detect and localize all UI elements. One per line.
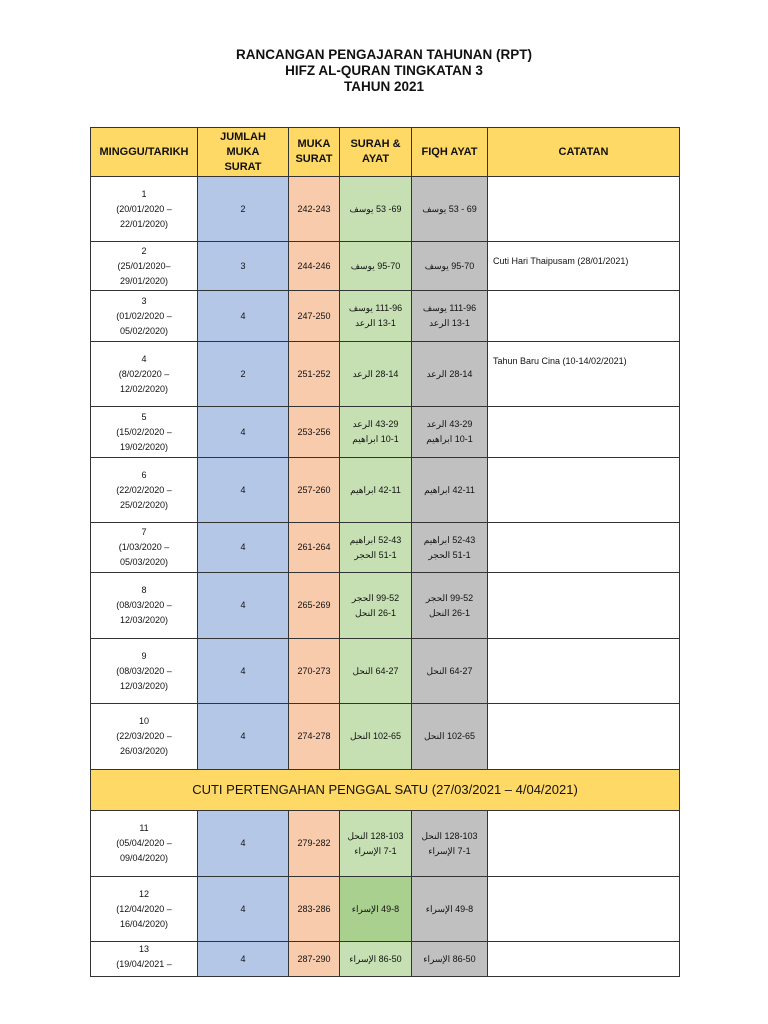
cell-minggu-line: (22/02/2020 – [116, 484, 172, 495]
cell-surah-line: 99-52 الحجر [351, 592, 400, 603]
cell-muka-surat: 274-278 [289, 704, 340, 770]
cell-surah-line: 13-1 الرعد [355, 318, 396, 328]
cell-fiqh-line: 64-27 النحل [426, 665, 473, 676]
cell-muka-surat: 253-256 [289, 407, 340, 458]
table-row [91, 523, 680, 573]
cell-fiqh-ayat [412, 639, 488, 704]
cell-surah-line: 26-1 النحل [354, 607, 397, 618]
cell-minggu-line: (1/03/2020 – [118, 542, 170, 552]
cell-jumlah: 2 [198, 342, 289, 407]
table-row [91, 942, 680, 977]
table-break [91, 770, 680, 811]
cell-fiqh-ayat [412, 291, 488, 342]
cell-fiqh-line: 13-1 الرعد [429, 318, 470, 328]
cell-jumlah: 4 [198, 573, 289, 639]
cell-minggu-tarikh [91, 811, 198, 877]
cell-catatan [488, 704, 680, 770]
cell-surah-line: 28-14 الرعد [352, 368, 399, 379]
cell-minggu-line: 22/01/2020) [119, 218, 169, 229]
cell-minggu-line: (08/03/2020 – [116, 665, 172, 676]
cell-jumlah: 2 [198, 177, 289, 242]
cell-muka-surat: 244-246 [289, 242, 340, 291]
rpt-table [90, 127, 680, 977]
table-header-row [91, 128, 680, 177]
cell-minggu-line: 25/02/2020) [119, 499, 169, 510]
table-row [91, 573, 680, 639]
cell-minggu-line: 19/02/2020) [119, 441, 169, 452]
cell-minggu-line: (12/04/2020 – [116, 903, 172, 914]
cell-jumlah: 4 [198, 639, 289, 704]
cell-muka-surat: 242-243 [289, 177, 340, 242]
cell-fiqh-line: 128-103 النحل [421, 830, 478, 841]
cell-surah-ayat [340, 704, 412, 770]
cell-surah-ayat [340, 242, 412, 291]
cell-fiqh-line: 86-50 الإسراء [423, 953, 476, 964]
cell-minggu-line: 5 [141, 411, 147, 422]
cell-surah-ayat [340, 877, 412, 942]
cell-catatan [488, 458, 680, 523]
cell-catatan [488, 811, 680, 877]
cell-catatan [488, 573, 680, 639]
cell-minggu-line: 09/04/2020) [119, 853, 169, 863]
cell-minggu-tarikh [91, 573, 198, 639]
header-muka-line: MUKA [297, 138, 331, 150]
cell-minggu-tarikh [91, 523, 198, 573]
cell-minggu-line: 4 [141, 353, 147, 364]
cell-minggu-line: 11 [139, 823, 149, 833]
cell-minggu-line: 05/02/2020) [119, 325, 169, 336]
cell-catatan [488, 523, 680, 573]
cell-minggu-line: 1 [141, 188, 147, 199]
cell-minggu-tarikh [91, 639, 198, 704]
document-title: RANCANGAN PENGAJARAN TAHUNAN (RPT) [236, 47, 532, 62]
cell-minggu-line: 05/03/2020) [119, 557, 169, 567]
cell-surah-line: 64-27 النحل [352, 665, 399, 676]
cell-fiqh-ayat [412, 704, 488, 770]
header-muka-line: SURAT [295, 153, 333, 165]
table-row [91, 177, 680, 242]
cell-catatan [488, 177, 680, 242]
table-body-term-1 [91, 177, 680, 770]
cell-minggu-tarikh [91, 242, 198, 291]
cell-surah-line: 10-1 ابراهيم [352, 434, 399, 444]
cell-surah-ayat [340, 291, 412, 342]
cell-catatan [488, 942, 680, 977]
cell-jumlah: 4 [198, 877, 289, 942]
table-row [91, 407, 680, 458]
cell-minggu-line: 12/03/2020) [119, 615, 169, 625]
header-jumlah-line: SURAT [224, 160, 262, 173]
cell-jumlah: 4 [198, 704, 289, 770]
cell-minggu-tarikh [91, 877, 198, 942]
header-jumlah-line: MUKA [226, 145, 260, 158]
cell-surah-ayat [340, 523, 412, 573]
header-jumlah-line: JUMLAH [220, 130, 266, 143]
cell-jumlah: 4 [198, 407, 289, 458]
table-row [91, 639, 680, 704]
cell-muka-surat: 283-286 [289, 877, 340, 942]
break-row [91, 770, 680, 811]
cell-minggu-line: (25/01/2020– [117, 260, 171, 271]
cell-jumlah: 4 [198, 811, 289, 877]
cell-minggu-line: (05/04/2020 – [116, 838, 172, 848]
break-row-label: CUTI PERTENGAHAN PENGGAL SATU (27/03/2021 – 4/04/2021) [91, 770, 680, 811]
cell-fiqh-ayat [412, 342, 488, 407]
cell-surah-ayat [340, 407, 412, 458]
cell-catatan: Cuti Hari Thaipusam (28/01/2021) [488, 242, 680, 291]
cell-fiqh-ayat [412, 877, 488, 942]
cell-surah-line: 7-1 الإسراء [354, 845, 397, 856]
cell-surah-line: 102-65 النحل [349, 731, 402, 741]
table-row [91, 877, 680, 942]
cell-catatan [488, 877, 680, 942]
cell-jumlah: 4 [198, 291, 289, 342]
cell-minggu-line: 6 [141, 469, 147, 480]
cell-minggu-tarikh [91, 704, 198, 770]
cell-minggu-line: 16/04/2020) [119, 918, 169, 929]
cell-jumlah: 4 [198, 523, 289, 573]
table-body-term-2 [91, 811, 680, 977]
cell-surah-line: 42-11 ابراهيم [350, 484, 401, 495]
header-surah-ayat [340, 128, 412, 177]
cell-jumlah: 3 [198, 242, 289, 291]
cell-muka-surat: 279-282 [289, 811, 340, 877]
cell-surah-line: 49-8 الإسراء [351, 903, 400, 914]
cell-fiqh-line: 43-29 الرعد [426, 419, 473, 429]
header-surah-line: AYAT [361, 153, 390, 165]
cell-minggu-line: (19/04/2021 – [116, 959, 172, 969]
cell-minggu-line: (22/03/2020 – [116, 731, 172, 741]
table-row [91, 342, 680, 407]
cell-minggu-line: 10 [138, 716, 149, 726]
cell-fiqh-line: 52-43 ابراهيم [423, 534, 476, 545]
cell-jumlah: 4 [198, 458, 289, 523]
cell-minggu-line: 8 [141, 585, 147, 595]
cell-surah-ayat [340, 342, 412, 407]
cell-muka-surat: 270-273 [289, 639, 340, 704]
cell-surah-line: 111-96 يوسف [348, 303, 403, 313]
cell-minggu-line: (08/03/2020 – [116, 600, 172, 610]
table-row [91, 458, 680, 523]
cell-fiqh-line: 49-8 الإسراء [425, 903, 474, 914]
cell-fiqh-line: 99-52 الحجر [425, 592, 474, 603]
cell-surah-line: 69- 53 يوسف [349, 203, 402, 214]
cell-fiqh-ayat [412, 942, 488, 977]
cell-minggu-tarikh [91, 458, 198, 523]
table-row [91, 291, 680, 342]
cell-surah-line: 95-70 يوسف [350, 260, 401, 271]
cell-fiqh-line: 102-65 النحل [423, 731, 476, 741]
cell-surah-ayat [340, 942, 412, 977]
table-row [91, 704, 680, 770]
cell-minggu-line: 12/03/2020) [119, 680, 169, 691]
cell-minggu-line: (8/02/2020 – [118, 368, 170, 379]
cell-fiqh-line: 28-14 الرعد [426, 368, 473, 379]
cell-fiqh-ayat [412, 811, 488, 877]
cell-minggu-line: (01/02/2020 – [116, 310, 172, 321]
cell-jumlah: 4 [198, 942, 289, 977]
cell-minggu-tarikh [91, 407, 198, 458]
cell-surah-line: 52-43 ابراهيم [349, 534, 402, 545]
cell-fiqh-line: 69 - 53 يوسف [422, 203, 477, 214]
table-row [91, 811, 680, 877]
cell-surah-line: 43-29 الرعد [352, 419, 399, 429]
cell-fiqh-line: 51-1 الحجر [428, 549, 471, 560]
header-surah-line: SURAH & [350, 138, 401, 150]
cell-fiqh-ayat [412, 177, 488, 242]
cell-minggu-line: 9 [141, 650, 147, 661]
cell-fiqh-ayat [412, 573, 488, 639]
cell-fiqh-line: 7-1 الإسراء [428, 845, 471, 856]
cell-fiqh-ayat [412, 458, 488, 523]
cell-catatan [488, 291, 680, 342]
cell-minggu-line: 26/03/2020) [119, 746, 169, 756]
cell-muka-surat: 265-269 [289, 573, 340, 639]
cell-fiqh-line: 95-70 يوسف [424, 260, 475, 271]
cell-minggu-line: 29/01/2020) [119, 275, 169, 286]
cell-minggu-line: 12/02/2020) [119, 383, 169, 394]
cell-fiqh-line: 42-11 ابراهيم [424, 484, 475, 495]
cell-minggu-line: 3 [141, 295, 147, 306]
cell-catatan: Tahun Baru Cina (10-14/02/2021) [488, 342, 680, 407]
cell-minggu-line: (15/02/2020 – [116, 426, 172, 437]
cell-minggu-line: 2 [141, 245, 147, 256]
cell-fiqh-ayat [412, 407, 488, 458]
cell-muka-surat: 257-260 [289, 458, 340, 523]
cell-minggu-tarikh [91, 177, 198, 242]
table-row [91, 242, 680, 291]
cell-surah-ayat [340, 458, 412, 523]
cell-muka-surat: 247-250 [289, 291, 340, 342]
cell-fiqh-ayat [412, 523, 488, 573]
header-minggu-tarikh: MINGGU/TARIKH [91, 128, 198, 177]
cell-minggu-tarikh [91, 291, 198, 342]
cell-surah-line: 128-103 النحل [347, 830, 404, 841]
cell-minggu-line: 12 [138, 888, 149, 899]
cell-catatan [488, 639, 680, 704]
cell-minggu-line: 7 [141, 527, 147, 537]
cell-minggu-line: (20/01/2020 – [116, 203, 172, 214]
cell-muka-surat: 251-252 [289, 342, 340, 407]
cell-fiqh-line: 111-96 يوسف [422, 303, 477, 313]
cell-catatan [488, 407, 680, 458]
cell-muka-surat: 287-290 [289, 942, 340, 977]
cell-surah-ayat [340, 177, 412, 242]
cell-surah-ayat [340, 811, 412, 877]
cell-surah-ayat [340, 573, 412, 639]
cell-minggu-line: 13 [138, 944, 149, 954]
cell-fiqh-line: 26-1 النحل [428, 607, 471, 618]
header-catatan: CATATAN [488, 128, 680, 177]
cell-fiqh-ayat [412, 242, 488, 291]
document-subtitle: HIFZ AL-QURAN TINGKATAN 3 [285, 63, 483, 78]
cell-surah-line: 86-50 الإسراء [349, 953, 402, 964]
document-year: TAHUN 2021 [343, 79, 425, 94]
header-jumlah-muka-surat [198, 128, 289, 177]
cell-minggu-tarikh [91, 342, 198, 407]
cell-surah-line: 51-1 الحجر [354, 549, 397, 560]
cell-fiqh-line: 10-1 ابراهيم [426, 434, 473, 444]
header-fiqh-ayat: FIQH AYAT [412, 128, 488, 177]
cell-minggu-tarikh [91, 942, 198, 977]
cell-muka-surat: 261-264 [289, 523, 340, 573]
header-muka-surat [289, 128, 340, 177]
cell-surah-ayat [340, 639, 412, 704]
